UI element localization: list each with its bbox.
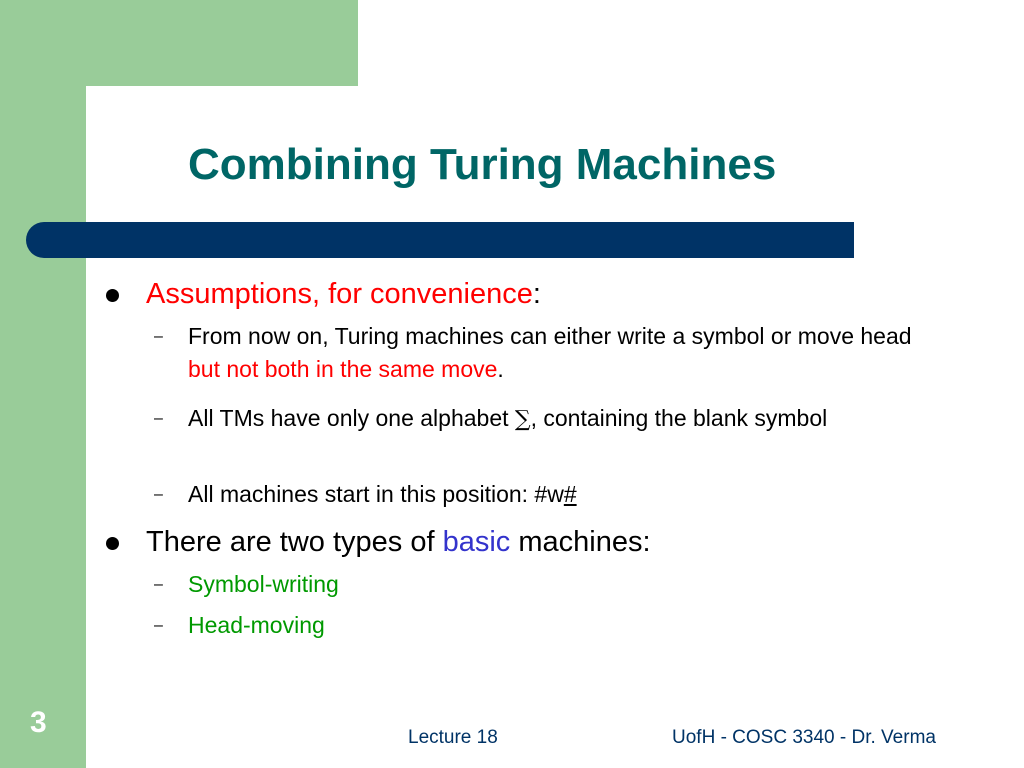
- slide-title: Combining Turing Machines: [188, 140, 777, 189]
- subitem-head-moving: Head-moving: [188, 612, 325, 638]
- subitem-text: All TMs have only one alphabet: [188, 405, 515, 431]
- bullet-highlight: Assumptions, for convenience: [146, 278, 533, 310]
- sidebar-background: [0, 0, 86, 768]
- bullet-basic-machines: [146, 525, 651, 559]
- subitem-one-alphabet: [188, 402, 948, 436]
- footer-lecture: Lecture 18: [408, 727, 498, 748]
- dash-marker: –: [154, 486, 163, 503]
- bullet-assumptions: [146, 277, 541, 311]
- dash-marker: –: [154, 328, 163, 345]
- subitem-highlight: but not both in the same move: [188, 356, 498, 382]
- top-band-background: [0, 0, 358, 86]
- bullet-text: There are two types of: [146, 526, 443, 558]
- subitem-start-position: [188, 478, 948, 511]
- bullet-text-end: machines:: [510, 526, 651, 558]
- sigma-symbol: ∑: [514, 407, 531, 432]
- subitem-text-end: , containing the blank symbol: [530, 405, 828, 431]
- subitem-symbol-writing: Symbol-writing: [188, 571, 339, 597]
- dash-marker: –: [154, 576, 163, 593]
- underlined-hash: #: [563, 481, 577, 507]
- title-divider-bar: [26, 222, 854, 258]
- subitem-text: From now on, Turing machines can either write a symbol or move head: [188, 323, 912, 349]
- dash-marker: –: [154, 617, 163, 634]
- bullet-highlight: basic: [442, 526, 511, 558]
- bullet-dot: [106, 537, 119, 550]
- subitem-write-or-move: [188, 320, 948, 386]
- slide-number: 3: [30, 706, 47, 739]
- subitem-text-end: .: [497, 356, 504, 382]
- footer-course: UofH - COSC 3340 - Dr. Verma: [672, 727, 936, 748]
- dash-marker: –: [154, 410, 163, 427]
- bullet-text: :: [532, 278, 541, 310]
- bullet-dot: [106, 289, 119, 302]
- subitem-text: All machines start in this position: #w: [188, 481, 564, 507]
